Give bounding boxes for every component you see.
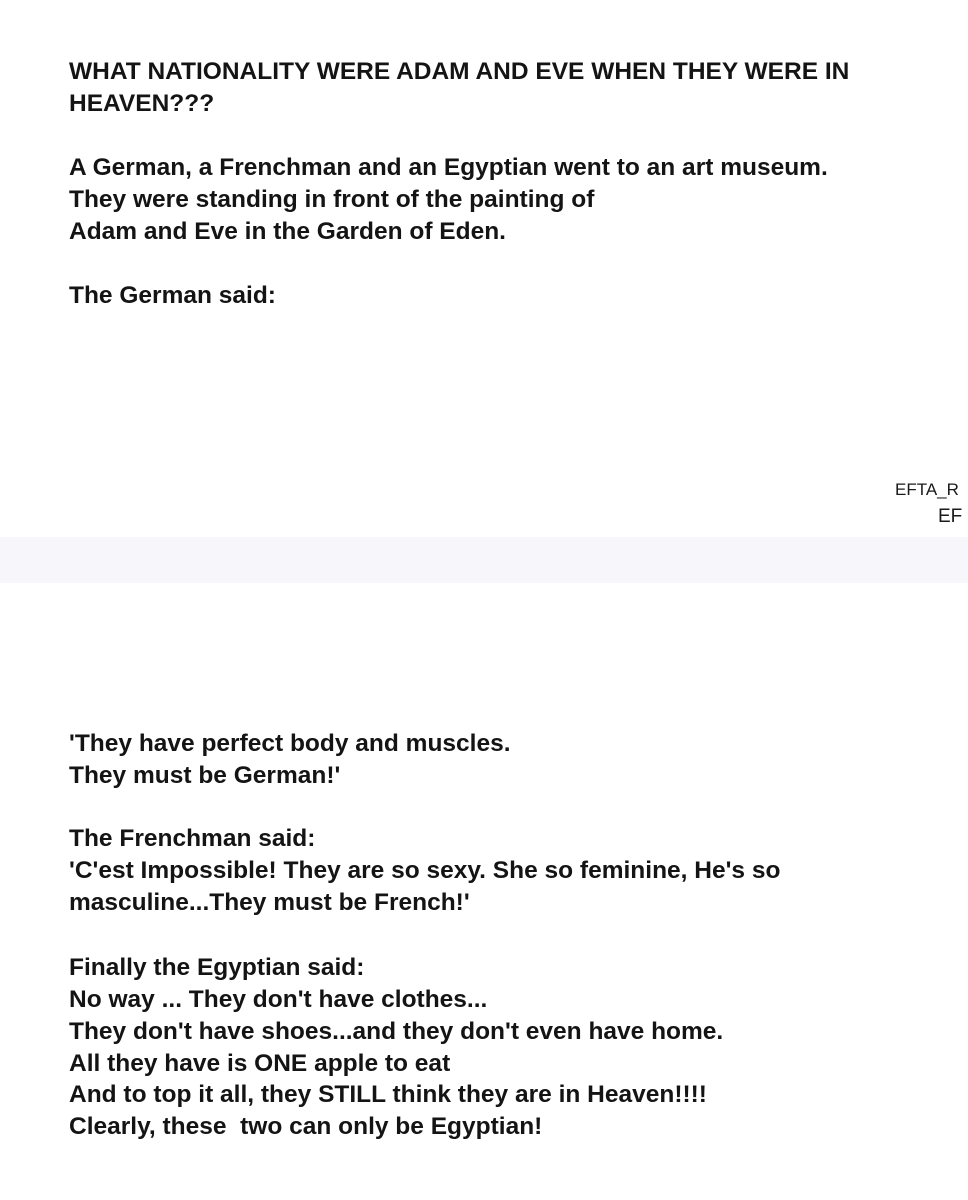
french-quote-line-2: masculine...They must be French!' bbox=[69, 889, 470, 916]
french-said-line: The Frenchman said: bbox=[69, 825, 316, 852]
egyptian-line-4: All they have is ONE apple to eat bbox=[69, 1050, 451, 1077]
french-quote-line-1: 'C'est Impossible! They are so sexy. She so feminine, He's so bbox=[69, 857, 781, 884]
egyptian-line-6: Clearly, these two can only be Egyptian! bbox=[69, 1113, 543, 1140]
german-quote-line-2: They must be German!' bbox=[69, 762, 341, 789]
document-page-1 bbox=[0, 0, 968, 537]
egyptian-line-2: No way ... They don't have clothes... bbox=[69, 986, 488, 1013]
title-line-2: HEAVEN??? bbox=[69, 90, 215, 117]
egyptian-line-3: They don't have shoes...and they don't even have home. bbox=[69, 1018, 724, 1045]
title-line-1: WHAT NATIONALITY WERE ADAM AND EVE WHEN THEY WERE IN bbox=[69, 58, 850, 85]
page-separator bbox=[0, 537, 968, 583]
egyptian-line-1: Finally the Egyptian said: bbox=[69, 954, 365, 981]
bates-stamp-2: EF bbox=[938, 506, 963, 527]
german-quote-line-1: 'They have perfect body and muscles. bbox=[69, 730, 511, 757]
intro-line-1: A German, a Frenchman and an Egyptian went to an art museum. bbox=[69, 154, 828, 181]
egyptian-line-5: And to top it all, they STILL think they are in Heaven!!!! bbox=[69, 1081, 707, 1108]
document-page-2 bbox=[0, 583, 968, 1200]
intro-line-2: They were standing in front of the painting of bbox=[69, 186, 595, 213]
german-said-line: The German said: bbox=[69, 282, 276, 309]
bates-stamp-1: EFTA_R bbox=[895, 480, 959, 499]
intro-line-3: Adam and Eve in the Garden of Eden. bbox=[69, 218, 506, 245]
